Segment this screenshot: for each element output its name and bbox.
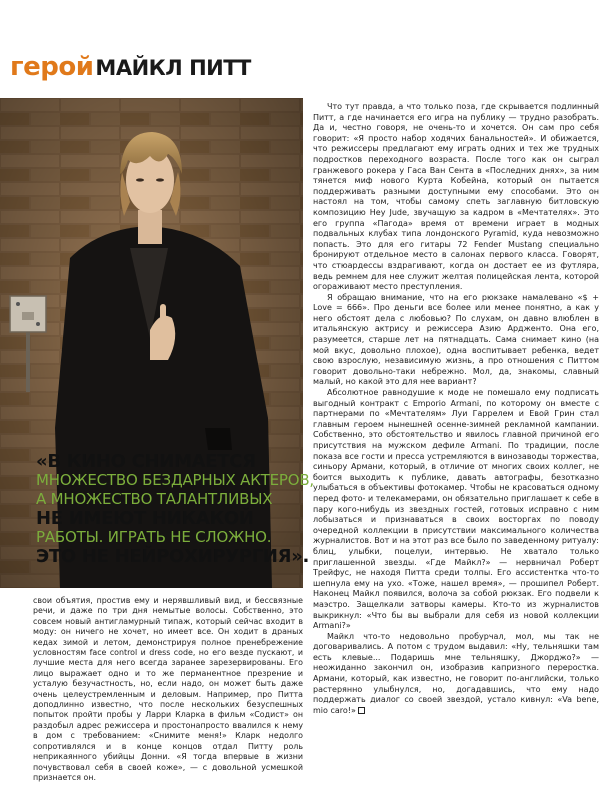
article-column-right bbox=[313, 102, 599, 800]
article-paragraph: Абсолютное равнодушие к моде не помешало ему подписать выгодный контракт с Emporio Armani, по которому он вместе с партнерами по «Мечтателям» Луи Гаррелем и Евой Грин стал главным героем нынешней осенне-зимней рекламной кампании. Собственно, это обстоятельство и явилось главной причиной его присутствия на мужском дефиле Armani. По традиции, после показа все гости и пресса устремляются в винозаводы торжества, синьору Армани, который, в отличие от многих своих коллег, не боится выходить к публике, давать автографы, безотказно улыбаться в объективы фотокамер. Чтобы не красоваться одному перед фото- и телекамерами, он обязательно приглашает к себе в пару кого-нибудь из звездных гостей, готовых исправно с ним лобызаться и признаваться в своих восторгах по поводу очередной коллекции в присутствии максимального количества журналистов. Вот и на этот раз все было по заведенному ритуалу: блиц, улыбки, поцелуи, интервью. Не хватало только приглашенной звезды. «Где Майкл?» — нервничал Роберт Трейфус, не находя Питта среди толпы. Его ассистентка что-то шепнула ему на ухо. «Тоже, нашел время», — прошипел Роберт. Наконец Майкл появился, волоча за собой рюкзак. Его подвели к маэстро. Защелкали затворы камеры. Кто-то из журналистов выкрикнул: «Что бы вы выбрали для себя из новой коллекции Armani?» bbox=[313, 388, 599, 631]
article-header bbox=[10, 46, 251, 80]
pull-quote-line: А МНОЖЕСТВО ТАЛАНТЛИВЫХ bbox=[36, 490, 273, 508]
end-of-article-mark bbox=[358, 707, 365, 714]
article-paragraph: Что тут правда, а что только поза, где скрывается подлинный Питт, а где начинается его игра на публику — трудно разобрать. Да и, честно говоря, не очень-то и хочется. Он сам про себя говорит: «Я просто набор ходячих банальностей». И обижается, что режиссеры предлагают ему играть одних и тех же трудных подростков переходного возраста. После того как он сыграл гранжевого рокера у Гаса Ван Сента в «Последних днях», за ним тянется миф нового Курта Кобейна, который он пытается поддерживать разными доступными ему способами. Это он настоял на том, чтобы самому спеть заглавную битловскую композицию Hey Jude, звучащую за кадром в «Мечтателях». Это его группа «Пагода» время от времени играет в модных подвальных клубах типа лондонского Pyramid, куда невозможно попасть. Это для его гитары 72 Fender Mustang специально бронируют отдельное место в салонах первого класса. Говорят, что стюардессы вздрагивают, когда он достает ее из футляра, ведь ремнем для нее служит желтая полицейская лента, которой огораживают место преступления. bbox=[313, 102, 599, 292]
article-paragraph: Я обращаю внимание, что на его рюкзаке намалевано «$ + Love = 666». Про деньги все более или менее понятно, а как у него обстоят дела с любовью? По слухам, он давно влюблен в итальянскую актрису и режиссера Азию Ардженто. Она его, разумеется, старше лет на пятнадцать. Сама снимает кино (на мой вкус, довольно плохое), одна воспитывает ребенка, ведет свою взрослую, независимую жизнь, а про отношения с Питтом говорит довольно-таки небрежно. Мол, да, знакомы, славный малый, но какой это для нее вариант? bbox=[313, 292, 599, 387]
pull-quote-line: ЭТО НЕ НЕЙРОХИРУРГИЯ». bbox=[36, 546, 310, 567]
pull-quote-line: НЕ ИМЕЮТ НИКАКОЙ bbox=[36, 508, 254, 529]
pull-quote-line: РАБОТЫ. ИГРАТЬ НЕ СЛОЖНО. bbox=[36, 528, 272, 546]
article-column-left bbox=[33, 596, 303, 802]
article-paragraph: свои объятия, простив ему и нерявшливый вид, и бессвязные речи, и даже по три дня немытые волосы. Собственно, это совсем новый антигламурный типаж, который сейчас входит в моду: он ничего не хочет, но имеет все. Он ходит в драных кедах зимой и летом, демонстрируя полное пренебрежение условностям face control и dress code, но его везде пускают, и лучшие места для него всегда заранее зарезервированы. Его лицо выражает одно и то же перманентное презрение и усталую безучастность, но, если надо, он может быть даже очень целеустремленным и деловым. Например, про Питта доподлинно известно, что после нескольких безуспешных попыток пройти пробы у Ларри Кларка в фильм «Содист» он раздобыл адрес режиссера и простонапросто ввалился к нему в дом с требованием: «Снимите меня!» Кларк недолго сопротивлялся и в конце концов отдал Питту роль неприкаянного убийцы Донни. «Я тогда впервые в жизни почувствовал себя в своей коже», — с довольной усмешкой признается он. bbox=[33, 596, 303, 782]
article-title: МАЙКЛ ПИТТ bbox=[95, 56, 251, 80]
article-paragraph-last bbox=[313, 632, 599, 717]
pull-quote bbox=[36, 451, 314, 567]
section-kicker: герой bbox=[10, 52, 94, 82]
article-paragraph-text: Майкл что-то недовольно пробурчал, мол, мы так не договаривались. А потом с трудом выдавил: «Ну, тельняшки там есть клевые... Подаришь мне тельняшку, Джорджо?» — неожиданно закончил он, изобразив капризного переростка. Армани, который, как известно, не говорит по-английски, только растерянно улыбнулся, но, догадавшись, что ему надо поддержать диалог со своей звездой, устало кивнул: «Va bene, mio caro!» bbox=[313, 631, 599, 715]
pull-quote-line: «В КИНО СНИМАЕТСЯ bbox=[36, 451, 256, 472]
pull-quote-line: МНОЖЕСТВО БЕЗДАРНЫХ АКТЕРОВ, bbox=[36, 471, 314, 489]
